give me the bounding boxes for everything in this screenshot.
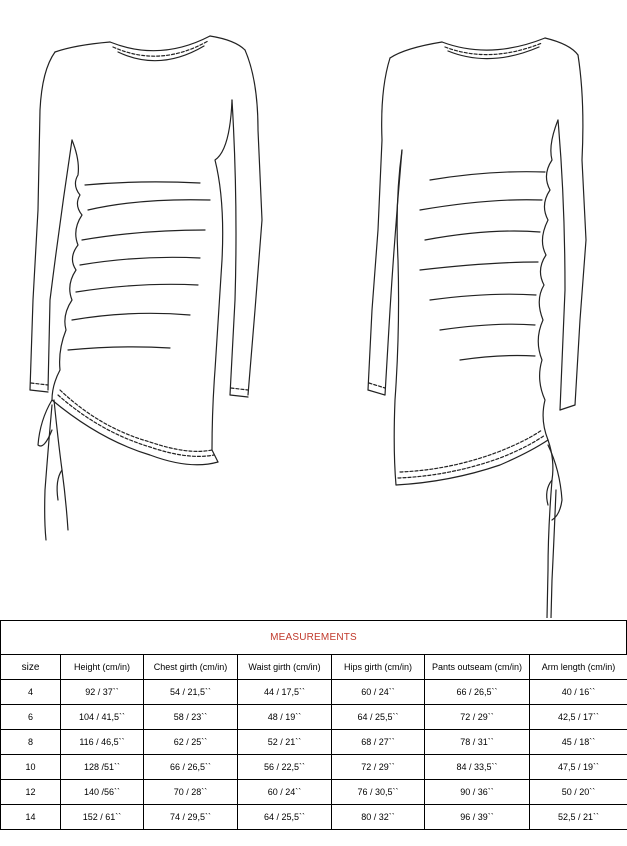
size-cell: 8 bbox=[1, 730, 61, 755]
column-header: Hips girth (cm/in) bbox=[332, 655, 425, 680]
table-cell: 96 / 39`` bbox=[425, 805, 530, 830]
table-cell: 104 / 41,5`` bbox=[61, 705, 144, 730]
table-row bbox=[1, 730, 627, 755]
table-cell: 52 / 21`` bbox=[238, 730, 332, 755]
size-cell: 4 bbox=[1, 680, 61, 705]
table-cell: 116 / 46,5`` bbox=[61, 730, 144, 755]
measurements-title-row bbox=[0, 620, 627, 654]
table-cell: 90 / 36`` bbox=[425, 780, 530, 805]
table-cell: 66 / 26,5`` bbox=[425, 680, 530, 705]
table-cell: 50 / 20`` bbox=[530, 780, 627, 805]
measurements-table-section bbox=[0, 620, 627, 846]
table-cell: 152 / 61`` bbox=[61, 805, 144, 830]
table-cell: 47,5 / 19`` bbox=[530, 755, 627, 780]
column-header: Chest girth (cm/in) bbox=[144, 655, 238, 680]
column-header: Arm length (cm/in) bbox=[530, 655, 627, 680]
table-cell: 60 / 24`` bbox=[238, 780, 332, 805]
dress-front-sketch bbox=[30, 36, 262, 540]
table-cell: 45 / 18`` bbox=[530, 730, 627, 755]
table-row bbox=[1, 680, 627, 705]
size-cell: 14 bbox=[1, 805, 61, 830]
size-cell: 12 bbox=[1, 780, 61, 805]
table-cell: 64 / 25,5`` bbox=[238, 805, 332, 830]
table-row bbox=[1, 805, 627, 830]
table-cell: 58 / 23`` bbox=[144, 705, 238, 730]
column-header: Waist girth (cm/in) bbox=[238, 655, 332, 680]
table-row bbox=[1, 755, 627, 780]
table-cell: 76 / 30,5`` bbox=[332, 780, 425, 805]
size-cell: 6 bbox=[1, 705, 61, 730]
column-header: Height (cm/in) bbox=[61, 655, 144, 680]
table-cell: 128 /51`` bbox=[61, 755, 144, 780]
column-header: size bbox=[1, 655, 61, 680]
table-cell: 140 /56`` bbox=[61, 780, 144, 805]
table-cell: 68 / 27`` bbox=[332, 730, 425, 755]
table-cell: 84 / 33,5`` bbox=[425, 755, 530, 780]
table-cell: 42,5 / 17`` bbox=[530, 705, 627, 730]
table-cell: 56 / 22,5`` bbox=[238, 755, 332, 780]
table-cell: 78 / 31`` bbox=[425, 730, 530, 755]
size-cell: 10 bbox=[1, 755, 61, 780]
table-cell: 40 / 16`` bbox=[530, 680, 627, 705]
table-cell: 48 / 19`` bbox=[238, 705, 332, 730]
measurements-title: MEASUREMENTS bbox=[270, 632, 357, 643]
dress-back-sketch bbox=[368, 38, 586, 618]
table-cell: 92 / 37`` bbox=[61, 680, 144, 705]
column-header: Pants outseam (cm/in) bbox=[425, 655, 530, 680]
table-row bbox=[1, 780, 627, 805]
table-cell: 64 / 25,5`` bbox=[332, 705, 425, 730]
table-header-row bbox=[1, 655, 627, 680]
table-cell: 72 / 29`` bbox=[425, 705, 530, 730]
table-cell: 62 / 25`` bbox=[144, 730, 238, 755]
table-cell: 54 / 21,5`` bbox=[144, 680, 238, 705]
measurements-table bbox=[0, 654, 627, 830]
table-cell: 44 / 17,5`` bbox=[238, 680, 332, 705]
table-cell: 72 / 29`` bbox=[332, 755, 425, 780]
table-cell: 74 / 29,5`` bbox=[144, 805, 238, 830]
table-cell: 70 / 28`` bbox=[144, 780, 238, 805]
table-cell: 60 / 24`` bbox=[332, 680, 425, 705]
table-row bbox=[1, 705, 627, 730]
table-cell: 66 / 26,5`` bbox=[144, 755, 238, 780]
table-cell: 80 / 32`` bbox=[332, 805, 425, 830]
table-cell: 52,5 / 21`` bbox=[530, 805, 627, 830]
